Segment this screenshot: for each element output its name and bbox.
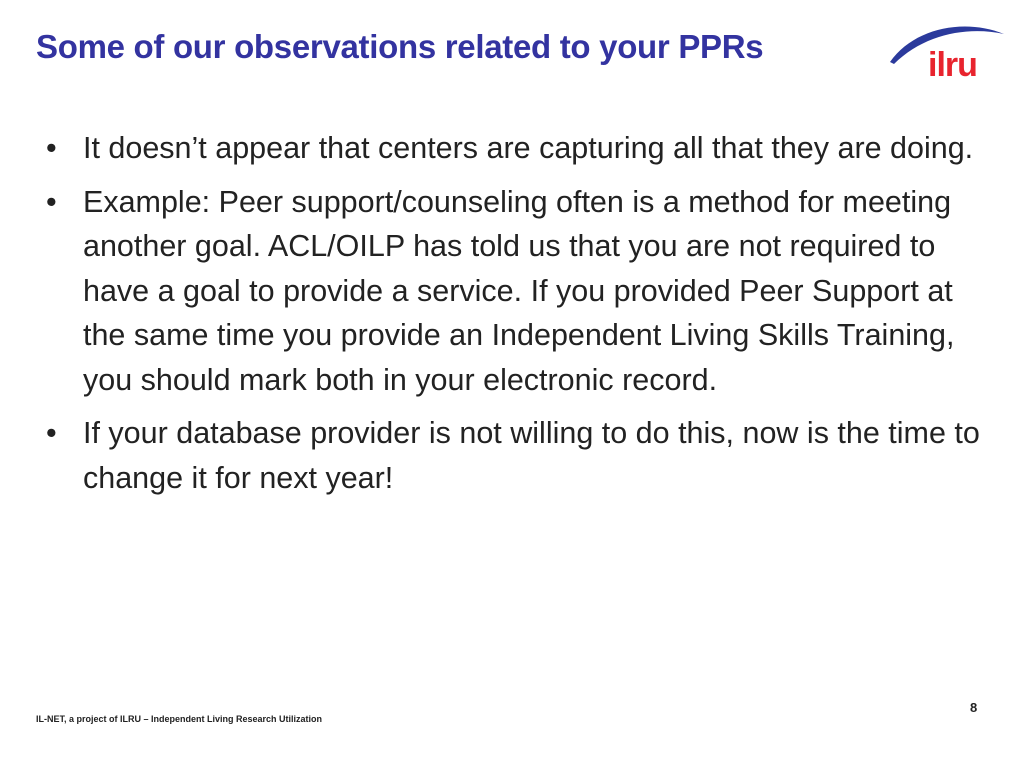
bullet-text: If your database provider is not willing to do this, now is the time to change it for next year! [83,416,980,495]
bullet-text: Example: Peer support/counseling often is a method for meeting another goal. ACL/OILP has told us that you are not required to have a goal to provide a service. If you provided Peer Support at the same time you provide an Independent Living Skills Training, you should mark both in your electronic record. [83,184,955,397]
logo-text: ilru [928,46,977,80]
page-number: 8 [970,700,978,715]
bullet-marker: • [46,131,57,165]
slide-title: Some of our observations related to your PPRs [36,28,764,65]
bullet-marker: • [46,184,57,219]
bullet-item [46,126,996,171]
bullet-item [46,180,996,403]
ilru-logo [884,16,1008,80]
footer-text: IL-NET, a project of ILRU – Independent Living Research Utilization [36,714,323,724]
bullet-list [46,126,996,509]
bullet-marker: • [46,416,57,450]
bullet-item [46,411,996,500]
bullet-text: It doesn’t appear that centers are capturing all that they are doing. [83,131,974,165]
